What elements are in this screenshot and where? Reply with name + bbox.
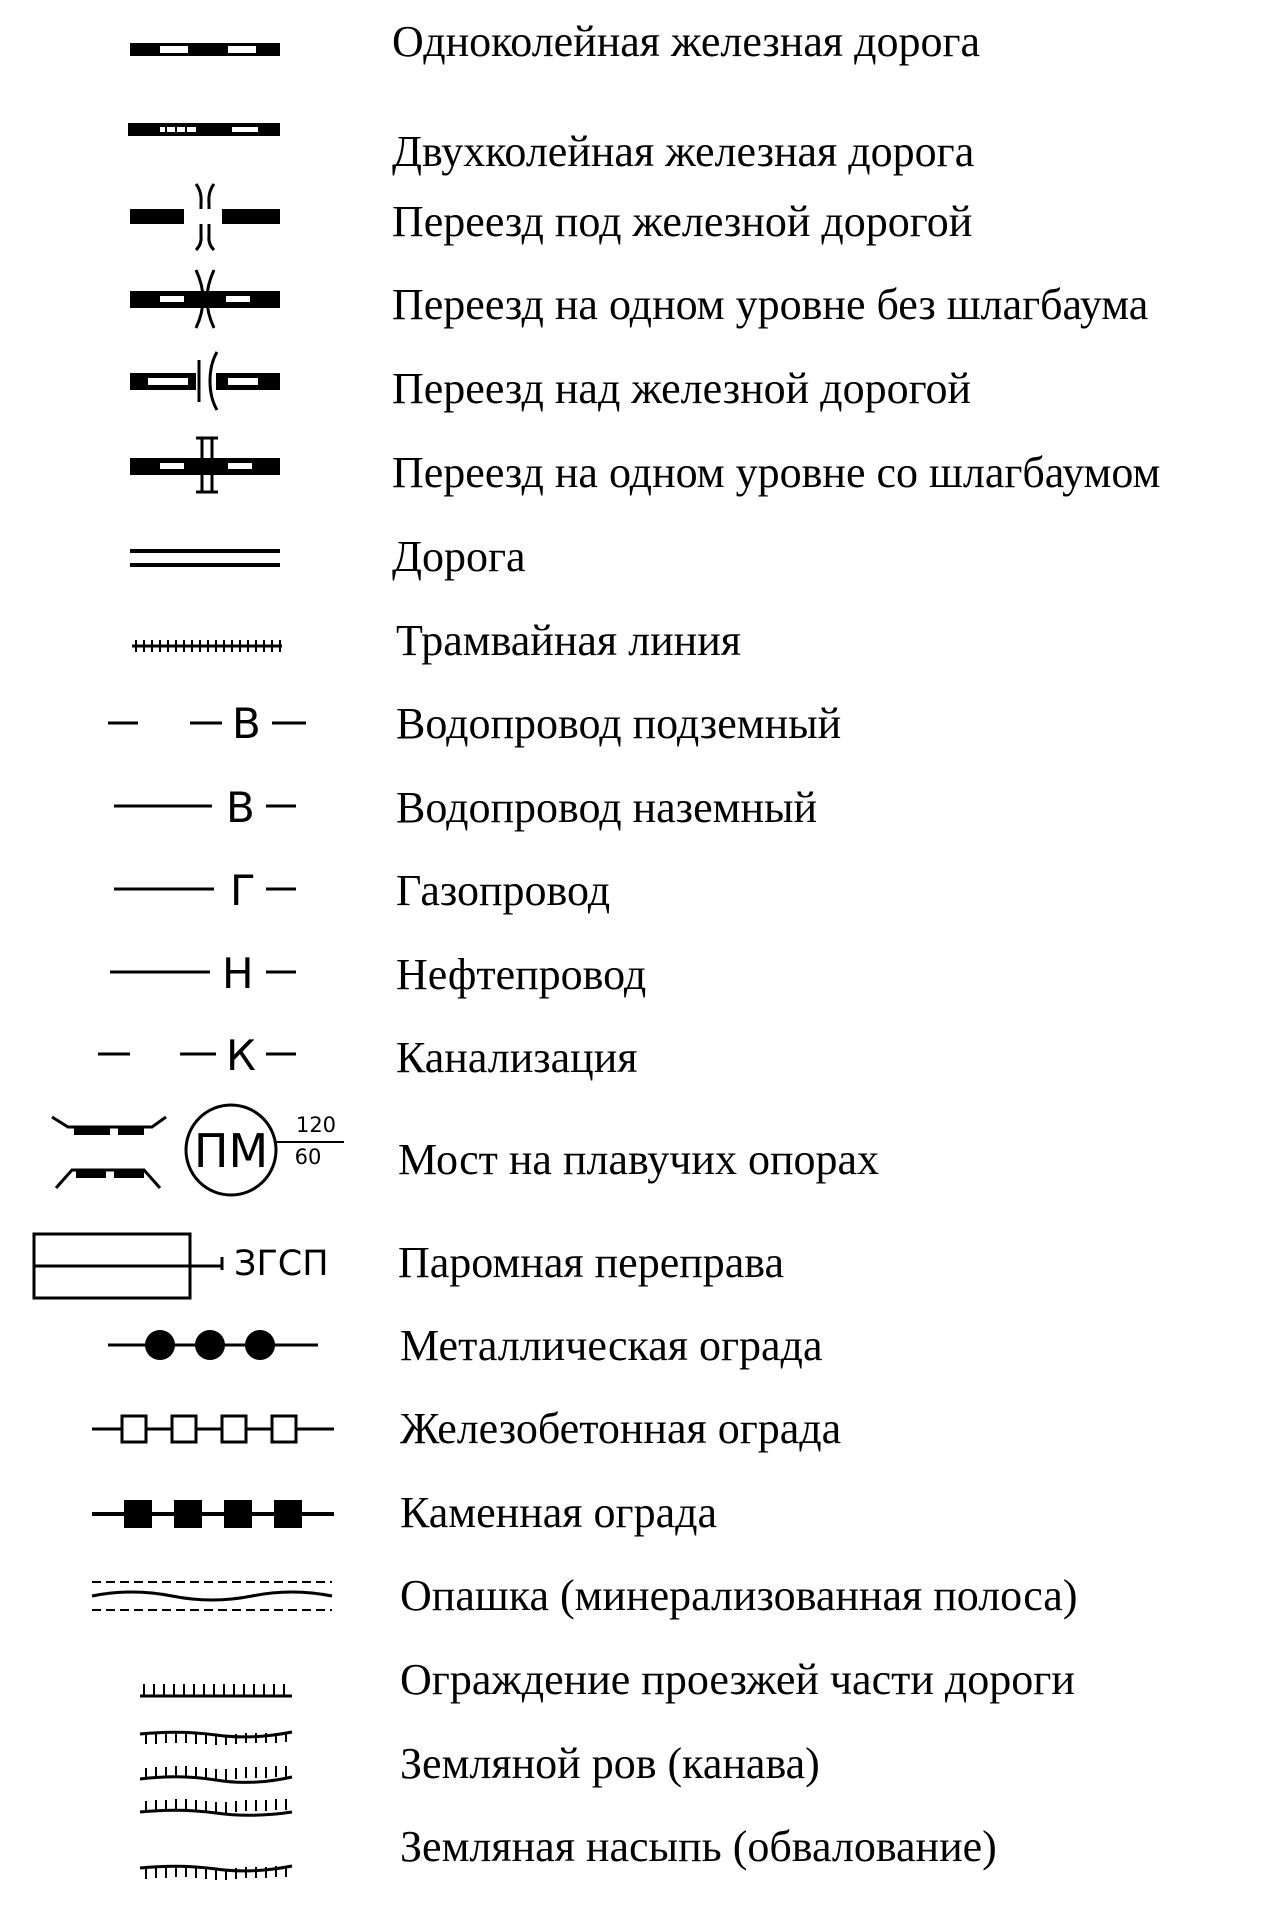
legend-label-firebreak: Опашка (минерализованная полоса) (400, 1571, 1078, 1620)
legend-label-gas-pipeline: Газопровод (396, 866, 611, 915)
legend-label-level-crossing-with-barrier: Переезд на одном уровне со шлагбаумом (392, 448, 1161, 497)
legend-label-earth-embankment: Земляная насыпь (обвалование) (400, 1822, 997, 1871)
legend-label-water-pipeline-underground: Водопровод подземный (396, 699, 842, 748)
stone-fence-icon (92, 1500, 334, 1528)
sewerage-letter: К (226, 1031, 256, 1080)
legend-label-double-track-railway: Двухколейная железная дорога (392, 127, 975, 176)
pontoon-bridge-icon (52, 1105, 344, 1195)
crossing-under-railway-icon (130, 184, 280, 250)
legend-label-oil-pipeline: Нефтепровод (396, 950, 647, 999)
roadway-barrier-icon (140, 1684, 292, 1696)
crossing-over-railway-icon (130, 352, 280, 410)
earth-embankment-icon (140, 1799, 292, 1880)
ferry-crossing-icon (34, 1234, 329, 1298)
legend-label-metal-fence: Металлическая ограда (400, 1321, 823, 1370)
single-track-railway-icon (130, 43, 280, 56)
level-crossing-no-barrier-icon (130, 270, 280, 328)
legend-label-sewerage: Канализация (396, 1033, 638, 1082)
legend-label-crossing-over-railway: Переезд над железной дорогой (392, 364, 972, 413)
pontoon-bridge-length: 60 (294, 1145, 322, 1169)
legend-label-ferry-crossing: Паромная переправа (398, 1238, 785, 1287)
metal-fence-icon (108, 1330, 318, 1360)
ferry-crossing-code: ЗГСП (234, 1244, 329, 1284)
gas-pipeline-letter: Г (230, 866, 256, 915)
oil-pipeline-icon (110, 949, 296, 998)
water-pipeline-underground-letter: В (232, 699, 261, 748)
earth-ditch-icon (140, 1732, 292, 1782)
sewerage-icon (98, 1031, 296, 1080)
legend-label-crossing-under-railway: Переезд под железной дорогой (392, 197, 973, 246)
legend-label-roadway-barrier: Ограждение проезжей части дороги (400, 1655, 1075, 1704)
legend-label-water-pipeline-surface: Водопровод наземный (396, 783, 818, 832)
level-crossing-with-barrier-icon (130, 438, 280, 492)
legend-label-level-crossing-no-barrier: Переезд на одном уровне без шлагбаума (392, 280, 1149, 329)
legend-label-road: Дорога (392, 532, 526, 581)
legend-label-reinforced-concrete-fence: Железобетонная ограда (400, 1404, 842, 1453)
water-pipeline-underground-icon (108, 699, 306, 748)
legend-label-single-track-railway: Одноколейная железная дорога (392, 17, 981, 66)
oil-pipeline-letter: Н (222, 949, 254, 998)
legend-label-tram-line: Трамвайная линия (396, 616, 741, 665)
water-pipeline-surface-icon (114, 783, 296, 832)
pontoon-bridge-code: ПМ (193, 1124, 269, 1178)
water-pipeline-surface-letter: В (226, 783, 255, 832)
gas-pipeline-icon (114, 866, 296, 915)
road-icon (130, 551, 280, 565)
double-track-railway-icon (128, 123, 280, 136)
legend-label-pontoon-bridge: Мост на плавучих опорах (398, 1135, 880, 1184)
legend-label-stone-fence: Каменная ограда (400, 1488, 718, 1537)
reinforced-concrete-fence-icon (92, 1416, 334, 1442)
pontoon-bridge-capacity: 120 (295, 1113, 337, 1137)
firebreak-icon (92, 1582, 332, 1610)
tram-line-icon (132, 640, 282, 652)
legend-label-earth-ditch: Земляной ров (канава) (400, 1739, 820, 1788)
